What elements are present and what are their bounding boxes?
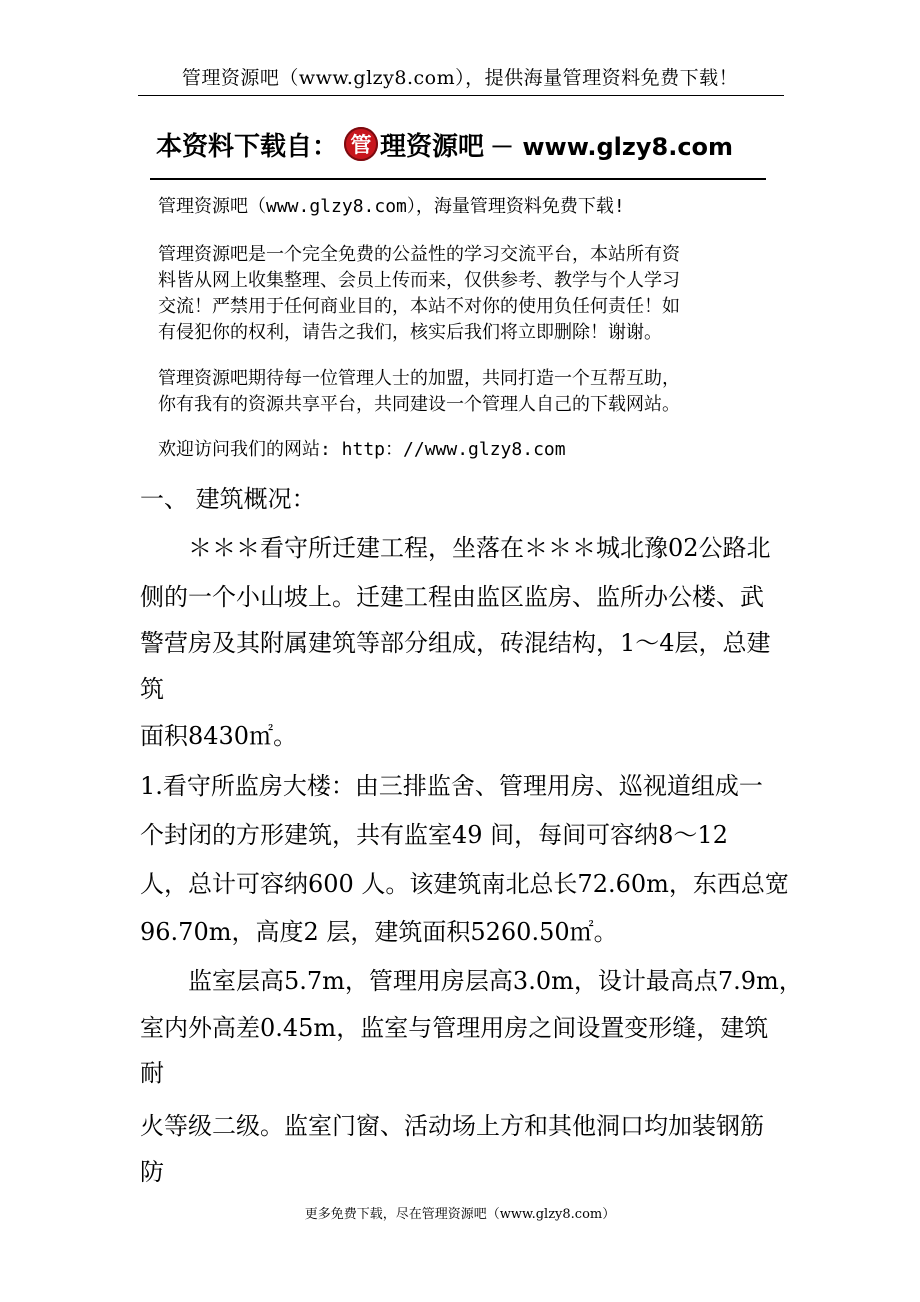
promo-visit-line: 欢迎访问我们的网站: http：//www.glzy8.com xyxy=(158,439,566,460)
download-banner xyxy=(156,122,733,166)
promo-paragraph-line: 料皆从网上收集整理、会员上传而来，仅供参考、教学与个人学习 xyxy=(158,270,680,291)
body-line: 监室层高5.7m，管理用房层高3.0m，设计最高点7.9m， xyxy=(140,967,803,995)
promo-paragraph-line: 管理资源吧是一个完全免费的公益性的学习交流平台，本站所有资 xyxy=(158,244,680,265)
body-line: 火等级二级。监室门窗、活动场上方和其他洞口均加装钢筋 xyxy=(140,1112,764,1140)
header-divider xyxy=(138,95,784,96)
body-line: ＊＊＊看守所迁建工程，坐落在＊＊＊城北豫02公路北 xyxy=(140,534,771,562)
page-footer: 更多免费下载，尽在管理资源吧（www.glzy8.com） xyxy=(304,1207,616,1222)
header-text: 管理资源吧（www.glzy8.com），提供海量管理资料免费下载！ xyxy=(181,67,739,89)
site-logo-icon: 管 xyxy=(344,127,378,161)
promo-paragraph-line: 有侵犯你的权利，请告之我们，核实后我们将立即删除！谢谢。 xyxy=(158,322,662,343)
promo-paragraph-line: 管理资源吧期待每一位管理人士的加盟，共同打造一个互帮互助， xyxy=(158,368,680,389)
body-line: 96.70m，高度2 层，建筑面积5260.50㎡。 xyxy=(140,918,618,946)
body-line: 侧的一个小山坡上。迁建工程由监区监房、监所办公楼、武 xyxy=(140,583,764,611)
body-line: 耐 xyxy=(140,1059,164,1087)
body-line: 个封闭的方形建筑，共有监室49 间，每间可容纳8～12 xyxy=(140,821,728,849)
promo-paragraph-line: 你有我有的资源共享平台，共同建设一个管理人自己的下载网站。 xyxy=(158,394,680,415)
body-line: 室内外高差0.45m，监室与管理用房之间设置变形缝，建筑 xyxy=(140,1014,769,1042)
body-line: 防 xyxy=(140,1158,164,1186)
section-heading: 一、 建筑概况： xyxy=(140,485,316,513)
body-line: 1.看守所监房大楼：由三排监舍、管理用房、巡视道组成一 xyxy=(140,772,763,800)
promo-line: 管理资源吧（www.glzy8.com），海量管理资料免费下载! xyxy=(158,196,625,217)
banner-url: － www.glzy8.com xyxy=(490,132,734,161)
body-line: 警营房及其附属建筑等部分组成，砖混结构，1～4层，总建 xyxy=(140,629,771,657)
body-line: 筑 xyxy=(140,675,164,703)
banner-prefix: 本资料下载自： xyxy=(156,131,339,162)
promo-paragraph-line: 交流！严禁用于任何商业目的，本站不对你的使用负任何责任！如 xyxy=(158,296,680,317)
body-line: 人，总计可容纳600 人。该建筑南北总长72.60m，东西总宽 xyxy=(140,870,789,898)
body-line: 面积8430㎡。 xyxy=(140,722,298,750)
banner-divider xyxy=(150,178,766,180)
banner-site-name: 理资源吧 xyxy=(380,131,485,162)
